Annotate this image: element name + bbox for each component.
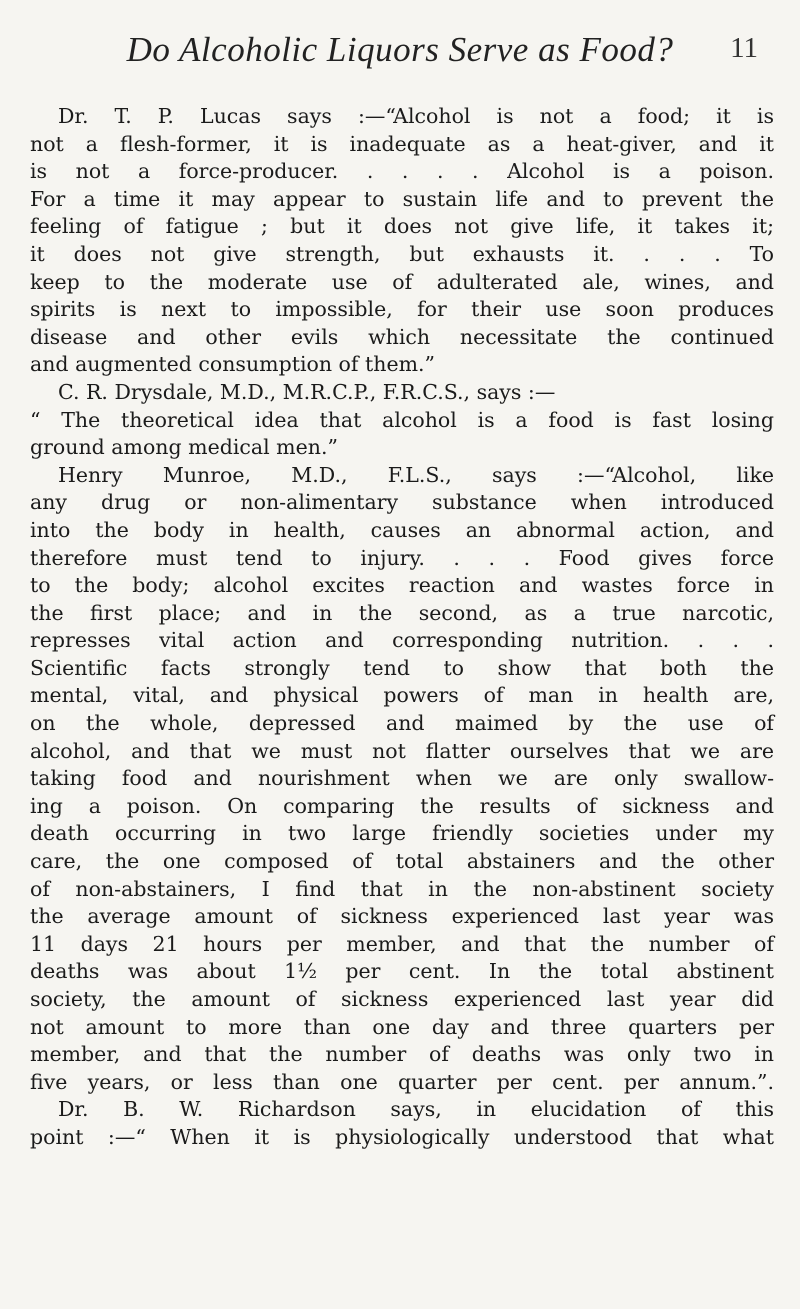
text-line: taking food and nourishment when we are only swallow-	[30, 766, 774, 791]
text-line: on the whole, depressed and maimed by the use of	[30, 711, 774, 736]
text-line: “ The theoretical idea that alcohol is a food is fast losing	[30, 407, 774, 432]
text-line: to the body; alcohol excites reaction and wastes force in	[30, 573, 774, 598]
text-line: care, the one composed of total abstainers and the other	[30, 849, 774, 874]
text-line: deaths was about 1½ per cent. In the total abstinent	[30, 959, 774, 984]
page-header	[0, 30, 800, 80]
text-line: of non-abstainers, I find that in the non-abstinent society	[30, 876, 774, 901]
text-line: society, the amount of sickness experienced last year did	[30, 987, 774, 1011]
text-line: ground among medical men.”	[30, 435, 338, 460]
text-line: into the body in health, causes an abnormal action, and	[30, 517, 774, 542]
text-line: 11 days 21 hours per member, and that the number of	[30, 931, 774, 956]
text-line: For a time it may appear to sustain life and to prevent the	[30, 186, 774, 211]
text-line: not amount to more than one day and three quarters per	[30, 1014, 774, 1039]
text-line: disease and other evils which necessitate the continued	[30, 324, 774, 349]
text-line: point :—“ When it is physiologically understood that what	[30, 1124, 774, 1149]
text-line: feeling of fatigue ; but it does not give life, it takes it;	[30, 214, 774, 239]
text-line: Scientific facts strongly tend to show that both the	[30, 655, 774, 680]
text-line: alcohol, and that we must not flatter ourselves that we are	[30, 738, 774, 763]
text-line: keep to the moderate use of adulterated ale, wines, and	[30, 269, 774, 294]
text-line: Henry Munroe, M.D., F.L.S., says :—“Alcohol, like	[58, 462, 774, 487]
text-line: mental, vital, and physical powers of man in health are,	[30, 683, 774, 708]
text-line: the first place; and in the second, as a true narcotic,	[30, 600, 774, 625]
text-line: Dr. T. P. Lucas says :—“Alcohol is not a food; it is	[58, 104, 774, 128]
text-line: spirits is next to impossible, for their use soon produces	[30, 297, 774, 322]
text-line: death occurring in two large friendly societies under my	[30, 821, 774, 846]
text-line: it does not give strength, but exhausts it. . . . To	[30, 241, 774, 266]
text-line: and augmented consumption of them.”	[30, 352, 436, 377]
text-line: the average amount of sickness experienced last year was	[30, 904, 774, 929]
text-line: member, and that the number of deaths was only two in	[30, 1042, 774, 1067]
body-text	[30, 103, 774, 1152]
running-title: Do Alcoholic Liquors Serve as Food?	[126, 30, 674, 69]
text-line: any drug or non-alimentary substance when introduced	[30, 490, 774, 515]
text-line: ing a poison. On comparing the results of sickness and	[30, 793, 774, 818]
text-line: represses vital action and corresponding nutrition. . . .	[30, 628, 774, 653]
text-line: five years, or less than one quarter per cent. per annum.”.	[30, 1069, 774, 1094]
text-line: Dr. B. W. Richardson says, in elucidation of this	[58, 1097, 774, 1122]
text-line: not a flesh-former, it is inadequate as a heat-giver, and it	[30, 131, 774, 156]
text-line: is not a force-producer. . . . . Alcohol is a poison.	[30, 159, 774, 184]
page-number: 11	[730, 32, 758, 64]
text-line: therefore must tend to injury. . . . Food gives force	[30, 545, 774, 570]
text-line: C. R. Drysdale, M.D., M.R.C.P., F.R.C.S., says :—	[58, 379, 556, 404]
